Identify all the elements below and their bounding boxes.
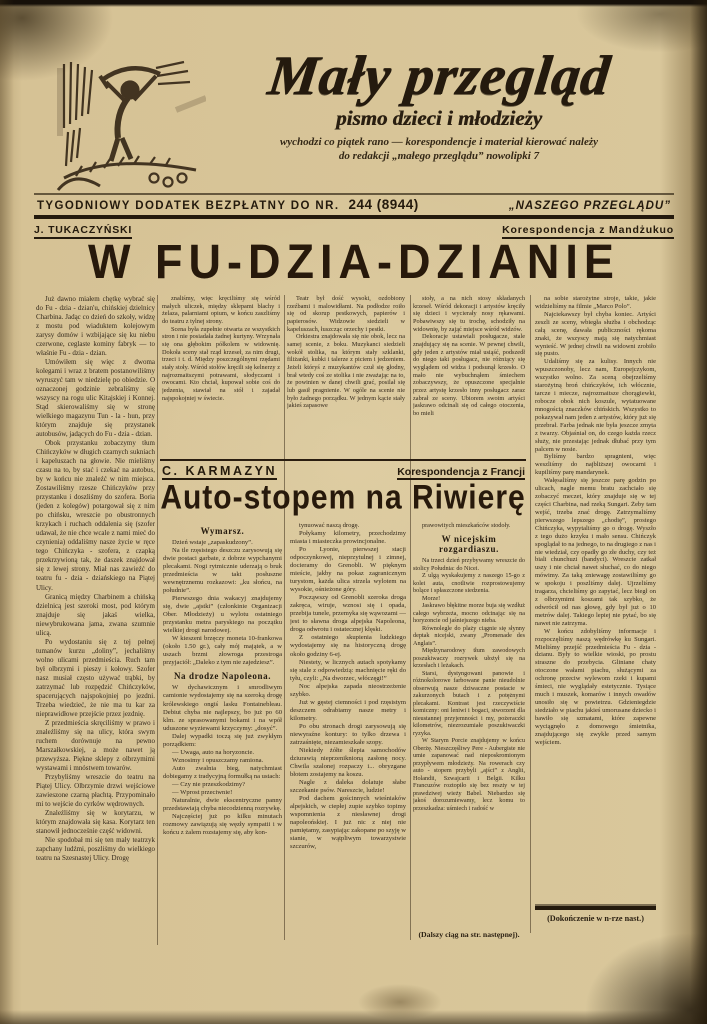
column-rule xyxy=(410,295,411,940)
body-paragraph: Byliśmy bardzo spragnieni, więc weszliśmy do najbliższej owocarni i kupiliśmy parę mandarynek. xyxy=(535,453,656,477)
body-paragraph: Równolegle do plaży ciągnie się słynny deptak nicejski, zwany „Promenade des Anglais”. xyxy=(413,624,525,647)
body-paragraph: Obok przystanku zobaczymy tłum Chińczyków w długich czarnych sukniach i kapeluszach na głowie. Nie mieliśmy czasu na to, by stać i czekać na autobus, by w końcu nie znaleźć w nim miejsca. Zostawiliśmy rzesze Chińczyków przy przystanku i doszliśmy do szofera. Boria (jeden z kolegów) potargował się z nim po chińsku, wreszcie po obustronnych krzykach i ruchach oddalenia się (szofer udawał, że nie chce wcale z nami mieć do czynienia) oddaliśmy nasze życie w ręce tego Chińczyka - szofera, z czapką przekrzywioną tak, że daszek znajdował się z lewej strony. Miał nas zawieźć do teatru fu - dzia - dziańskiego na Piątej Ulicy. xyxy=(36,439,155,592)
body-paragraph: Naturalnie, dwie ekscentryczne panny przedstawiają chyba niecodzienną rozrywkę. xyxy=(163,796,282,812)
body-paragraph: Starsi, dystyngowani panowie i różnokolorowe farbowane panie nieudolnie obserwują nasze dziwaczne postacie w zakurzonych butach i z potężnymi plecakami. Kontrast jest rzeczywiście komiczny: oni leniwi i bogaci, stworzeni dla nieustannej przyjemności i my, pożeraczki kilometrów, niezrozumiałe poszukiwaczki ryzyka. xyxy=(413,669,525,737)
article1-continuation-note: (Dokończenie w n-rze nast.) xyxy=(547,914,644,923)
body-paragraph: Już dawno miałem chętkę wybrać się do Fu - dzia - dzian'u, chińskiej dzielnicy Charbina. Jadąc co dzień do szkoły, widzę z mostu pod wiaduktem kolejowym zarysy domów i wzbijające się ku niebu czerwone, ceglaste kominy fabryk — to właśnie Fu - dzia - dzian. xyxy=(36,295,155,358)
scan-edge-left xyxy=(0,0,14,1024)
body-paragraph: Scena była zupełnie otwarta ze wszystkich stron i nie posiadała żadnej kurtyny. Wrzynała się ona głębokim półkolem w widownię. Dokoła sceny stał rząd krzeseł, za nim drugi, trzeci i t. d. Między poszczególnymi rzędami stały stoły. Wśród stołów kręcili się kelnerzy z najrozmaitszymi potrawami, słodyczami i owocami. Kto chciał, kupował sobie coś do jedzenia, stawiał na stół i zajadał najspokojniej w świecie. xyxy=(162,325,280,402)
body-paragraph: Auto zwalnia bieg, natychmiast dobiegamy z tradycyjną formułką na ustach: xyxy=(163,764,282,780)
masthead-info-line2: do redakcji „małego przeglądu” nowolipki 7 xyxy=(338,150,540,163)
body-paragraph: Na trzeci dzień przybywamy wreszcie do stolicy Południa: do Nicei. xyxy=(413,557,525,572)
body-paragraph: znaliśmy, więc kręciliśmy się wśród małych uliczek, między sklepami blachy i żelaza, palarniami opium, w końcu zaszliśmy do teatru z tylnej strony. xyxy=(162,295,280,326)
body-paragraph: Niestety, w licznych autach spotykamy się stale z odpowiedzią: machnięcie ręki do tyłu, czyli: „Na dworzec, włóczęgi!” xyxy=(290,658,406,682)
body-paragraph: W Starym Porcie znajdujemy w końcu Oberżę. Nieszczęśliwy Pere - Aubergiste nie umie zapanować nad nieposkromionym przypływem młodzieży. Na rowerach czy auto - stopem przybyli „ajści” z Anglii, Holandii, Szwajcarii i Belgii. Kilku Francuzów roztopiło się bez reszty w tej prawdziwej wieży Babel. Niebardzo się jakoś dorozumiewamy, lecz komu to przeszkadza: uśmiech i radość w xyxy=(413,737,525,812)
body-paragraph: Z ulgą wyskakujemy z naszego 15-go z kolei auta, cnotliwie rozprostowujemy bolące i spłaszczone siedzenia. xyxy=(413,572,525,595)
masthead-illustration xyxy=(56,58,206,200)
body-paragraph: prawowitych mieszkańców stodoły. xyxy=(422,522,511,529)
body-paragraph: W kieszeni brzęczy moneta 10-frankowa (około 1.50 gr.), cały mój majątek, a w uszach brzmi złowroga przestroga przyjaciół: „Daleko z tym nie zajedziesz”. xyxy=(163,635,282,667)
article1-column-3 xyxy=(287,295,405,457)
body-paragraph: Dalej wypadki toczą się już zwykłym porządkiem: xyxy=(163,732,282,748)
body-paragraph: Jaskrawo błękitne morze buja się wzdłuż całego wybrzeża, mocno odcinając się na horyzoncie od jaśniejszego nieba. xyxy=(413,602,525,625)
body-paragraph: W końcu zdobyliśmy informacje i rozpoczęliśmy naszą wędrówkę ku Sungari. Mieliśmy przejść przedmieścia Fu - dzia - dzianu. Były to wielkie wioski, po prostu straszne do przebycia. Gliniane chaty otoczone wałami piachu, służącymi za ochronę przeciw wylewom rzeki i kupami śmieci, nie wyglądały estetycznie. Tysiące much i muszek, komarów i innych owadów unosiło się w powietrzu. Gdzieniegdzie siedziało w piachu jakieś umorusane dziecko i bawiło się szmatami, które zapewne wyciągnęło z domowego śmietnika, znajdującego się zwykle przed samym wejściem. xyxy=(535,627,656,746)
column-subhead: Na drodze Napoleona. xyxy=(173,671,272,682)
column-subhead: Wymarsz. xyxy=(200,526,245,536)
body-paragraph: W dychawicznym i smrodliwym camionie wydostajemy się na szeroką drogę królewskiego ongiś lasku Fontainebleau. Debiut chyba nie najlepszy, bo już po 60 klm. ze sprasowanymi bokami i na wpół uduszone wyziewami krzyczymy: „dosyć”. xyxy=(163,684,282,732)
article1-end-rule xyxy=(535,906,656,910)
body-paragraph: Na tle rzęsistego deszczu zarysowują się dwie postaci garbate, z dobrze wypchanymi plecakami. Nogi rytmicznie uderzają o bruk przedmieścia w takt posłuszne wewnętrznemu rozkazowi: „ku słońcu, na południe”. xyxy=(163,547,282,595)
edition-banner xyxy=(34,193,674,219)
body-paragraph: stoły, a na nich stosy składanych krzeseł. Wśród dekoracji i artystów kręciły się dzieci i wycierały nosy rękawami. Pobawiwszy się tu trochę, schodziły na widownię, by zająć miejsce wśród widzów. xyxy=(413,295,525,333)
body-paragraph: Nagle z daleka dolatuje słabe szczekanie psów. Nareszcie, ludzie! xyxy=(290,779,406,795)
scan-edge-right xyxy=(690,0,707,1024)
body-paragraph: Teatr był dość wysoki, ozdobiony rzeźbami i malowidłami. Na podłodze roiło się od skorup pestkowych, papierów i papierosów. Widzowie siedzieli w kapeluszach, łuszcząc orzechy i pestki. xyxy=(287,295,405,333)
body-paragraph: Międzynarodowy tłum zawodowych poszukiwaczy rozrywek ułożył się na krzesłach i leżakach. xyxy=(413,647,525,670)
body-paragraph: Począwszy od Grenobli szeroka droga zakręca, wiruje, wznosi się i opada, przebija tunele, przemyka się wąwozami — jest to sławna droga alpejska Napoleona, droga odwrotu i ostatecznej klęski. xyxy=(290,594,406,634)
column-rule xyxy=(157,295,158,945)
scan-edge-bottom xyxy=(0,1010,707,1024)
article1-column-1 xyxy=(36,295,155,945)
body-paragraph: Granicą między Charbinem a chińską dzielnicą jest szeroki most, pod którym znajduje się jakaś wielka, niewybrukowana jama, zwana szumnie ulicą. xyxy=(36,592,155,637)
article2-continuation-note: (Dalszy ciąg na str. następnej). xyxy=(418,930,520,939)
article2-column-2 xyxy=(290,522,406,944)
body-paragraph: Niekiedy żółte ślepia samochodów dziurawią nieprzeniknioną zasłonę nocy. Chwila szalonej rozpaczy i... obryzgane błotem zostajemy na koszu. xyxy=(290,746,406,778)
body-paragraph: Pod dachem gościnnych wieśniaków alpejskich, w ciepłej zupie szybko topimy wspomnienia z niesławnej drogi napoleońskiej. I już nic z niej nie pamiętamy, zasypiając zakopane po szyję w sianie, w wątpliwym towarzystwie szczurów, xyxy=(290,795,406,851)
newspaper-subtitle: pismo dzieci i młodzieży xyxy=(336,106,542,131)
body-paragraph: Najczęściej już po kilku minutach rozmowy zawiązują się węzły sympatii i w końcu z żalem rozstajemy się, aby kon- xyxy=(163,812,282,836)
body-paragraph: Dzień wstaje „zapaskudzony”. xyxy=(172,538,253,546)
banner-parent-paper: „NASZEGO PRZEGLĄDU” xyxy=(508,200,671,212)
body-paragraph: Dekoracje ustawiali posługacze, stale znajdujący się na scenie. W pewnej chwili, gdy jeden z artystów miał usiąść, podszedł do niego taki posługacz, nie różniący się wyglądem od widza i podsunął krzesło. O mało nie wybuchnąłem śmiechem zobaczywszy, że opuszczone specjalnie przez artystę krzesło inny posługacz zaraz zabrał ze sceny. Ubiorem swoim artyści jaskrawo odcinali się od całego otoczenia, bo mieli xyxy=(413,333,525,418)
body-paragraph: Po wydostaniu się z tej pełnej tumanów kurzu „doliny”, jechaliśmy wolno ulicami przedmieścia. Ruch tam był olbrzymi i pieszy i kołowy. Szofer nasz musiał często używać trąbki, by zatrzymać lub rozpędzić Chińczyków, spacerujących najspokojniej po jezdni. Trzeba wiedzieć, że nie ma tu kar za nieprawidłowe przejście przez jezdnię. xyxy=(36,637,155,718)
banner-text: TYGODNIOWY DODATEK BEZPŁATNY DO NR. xyxy=(37,200,340,212)
masthead xyxy=(200,45,678,164)
body-paragraph: Pierwszego dnia wakacyj znajdujemy się, dwie „ajstki” (członkinie Organizacji Ober. Młodzieży) u wylotu ostatniego przystanku metra paryskiego na początku wielkiej drogi narodowej. xyxy=(163,595,282,635)
sower-figure-icon xyxy=(56,58,206,200)
body-paragraph: — Czy nie przeszkodzimy? xyxy=(172,780,246,788)
body-paragraph: Morze! xyxy=(422,594,441,602)
body-paragraph: — Uwaga, auto na horyzoncie. xyxy=(172,748,255,756)
body-paragraph: Przybyliśmy wreszcie do teatru na Piątej Ulicy. Olbrzymie drzwi wejściowe zawieszone czarną płachtą. Przypominało mi to wejście do cyrków wędrownych. xyxy=(36,772,155,808)
body-paragraph: Już w gęstej ciemności i pod rzęsistym deszczem odrabiamy nasze metry i kilometry. xyxy=(290,698,406,722)
body-paragraph: Najciekawszy był chyba koniec. Artyści zeszli ze sceny, wbiegła służba i obchodząc całą scenę, dawała publiczności rękoma znaki, że wszyscy mają się natychmiast wynieść. W jednej chwili na widowni zrobiło się pusto. xyxy=(535,310,656,358)
column-subhead: W nicejskim rozgardiaszu. xyxy=(439,533,499,555)
article1-byline: J. TUKACZYŃSKI xyxy=(34,224,132,239)
issue-number: 244 (8944) xyxy=(348,197,419,212)
article2-top-rule xyxy=(160,459,526,461)
article1-column-4 xyxy=(413,295,525,457)
article2-byline: C. KARMAZYN xyxy=(162,464,277,478)
article2-headline: Auto-stopem na Riwierę xyxy=(160,478,526,517)
scan-edge-top xyxy=(0,0,707,7)
body-paragraph: Udaliśmy się za kulisy. Innych nie wpuszczonoby, lecz nam, Europejczykom, wszystko wolno. Za sceną obejrzeliśmy starożytną broń chińczyków, ich włócznie, tarcze i miecze, najrozmaitsze chorągiewki, robocze obok nich koszule, wytatuowane mnogością znaczków chińskich. Wszystko to pokazywał nam jeden z artystów, który już się przebrał. Farba jednak nie była jeszcze zmyta z twarzy. Objaśniał on, do czego każda rzecz służy, nie przestając jednak dłubać przy tym palcem w nosie. xyxy=(535,358,656,453)
article1-column-2 xyxy=(162,295,280,457)
masthead-info-line1: wychodzi co piątek rano — korespondencje i materiał kierować należy xyxy=(279,136,599,149)
article1-headline: W FU-DZIA-DZIANIE xyxy=(88,233,620,289)
article2-header xyxy=(162,464,525,480)
body-paragraph: Z ostatniego skupienia ludzkiego wydostajemy się na historyczną drogę około godziny 6-ej. xyxy=(290,634,406,658)
article2-column-1 xyxy=(163,522,282,944)
body-paragraph: Umówiłem się więc z dwoma kolegami i wraz z bratem postanowiliśmy wyruszyć tam w niedzielę po obiedzie. O oznaczonej godzinie zebraliśmy się wszyscy na rogu ulic Kitajskiej i Konnej. Stąd skierowaliśmy się w stronę wielkiego magazynu Tun - la - hun, przy którym znajduje się przystanek autobusów, jadących do Fu - dzia - dzian. xyxy=(36,358,155,439)
body-paragraph: Znaleźliśmy się w korytarzu, w którym znajdowała się kasa. Korytarz ten stanowił jednocześnie część widowni. xyxy=(36,808,155,835)
column-rule xyxy=(284,295,285,940)
body-paragraph: Połykamy kilometry, przechodzimy miasta i miasteczka prowincjonalne. xyxy=(290,530,406,546)
body-paragraph: Nie spodobał mi się ten mały teatrzyk zapchany ludźmi, poszliśmy do wielkiego teatru na Szesnastej Ulicy. Drogę xyxy=(36,835,155,862)
body-paragraph: Po obu stronach drogi zarysowują się niewyraźne kontury: to tylko drzewa i zatrzaśnięte, niezamieszkałe szopy. xyxy=(290,722,406,746)
body-paragraph: Orkiestra znajdowała się nie obok, lecz na samej scenie, z boku. Muzykanci siedzieli wokół stolika, na którym stały szklanki, filiżanki, kubki i talerze z piciem i jedzeniem. Jeżeli któryś z muzykantów czuł się głodny, brał wtedy coś ze stolika i nie zważając na to, że powinien w danej chwili grać, posilał się lub gasił pragnienie. W ogóle na scenie nie było żadnego porządku. W jednym kącie stały jakieś zapasowe xyxy=(287,333,405,410)
body-paragraph: Wałęsaliśmy się jeszcze parę godzin po ulicach, nagle memu bratu zachciało się zobaczyć meczet, który znajduje się w tej części Charbina, nad rzeką Sungari. Żeby tam wejść, trzeba znać drogę. Zatrzymaliśmy pierwszego lepszego „chodię”, prostego Chińczyka, wypytaliśmy go o drogę. Wyszło z tego dużo krzyku i mało sensu. Chińczyk spoglądał to na jednego, to na drugiego z nas i nie wiedział, czy opadły go złe duchy, czy też biali chunchuzi (bandyci). Wreszcie zatkał uszy i nie chciał nawet słuchać, co do niego mówimy. Za taką zniewagę zostawiliśmy go w spokoju i poszliśmy dalej. Ujrzeliśmy tragarza, chcieliśmy go zapytać, lecz biegł on z olbrzymimi koszami tak szybko, że odwrócił od nas głowę, gdy był już o 10 metrów dalej. Takiego lepiej nie pytać, bo się nawet nie zatrzyma. xyxy=(535,477,656,627)
newspaper-title: Mały przegląd xyxy=(264,45,614,107)
body-paragraph: Po Lyonie, pierwszej stacji odpoczynkowej, nieprzytulnej i zimnej, docieramy do Grenobli. W pięknym mieście, jakby na pokaz zagranicznym turystom, każda ulica strzela wylotem na wysokie, ośnieżone góry. xyxy=(290,546,406,594)
body-paragraph: Noc alpejska zapada nieostrzeżenie szybko. xyxy=(290,682,406,698)
body-paragraph: Wznosimy i opuszczamy ramiona. xyxy=(172,756,264,764)
body-paragraph: na sobie starożytne stroje, takie, jakie widzieliśmy na filmie „Marco Polo”. xyxy=(535,295,656,310)
column-rule xyxy=(530,295,531,933)
body-paragraph: — Wprost przeciwnie! xyxy=(172,788,233,796)
article2-column-3 xyxy=(413,522,525,926)
article1-dateline: Korespondencja z Mandżukuo xyxy=(502,224,674,239)
body-paragraph: Z przedmieścia skręciliśmy w prawo i znaleźliśmy się na ulicy, która swym ruchem dorównuje na pewno Marszałkowskiej, a może nawet ją przewyższa. Piękne sklepy z olbrzymimi wystawami i mnóstwem towarów. xyxy=(36,718,155,772)
article1-column-5 xyxy=(535,295,656,903)
article2-dateline: Korespondencja z Francji xyxy=(397,466,525,478)
body-paragraph: tynuować naszą drogę. xyxy=(299,522,360,529)
